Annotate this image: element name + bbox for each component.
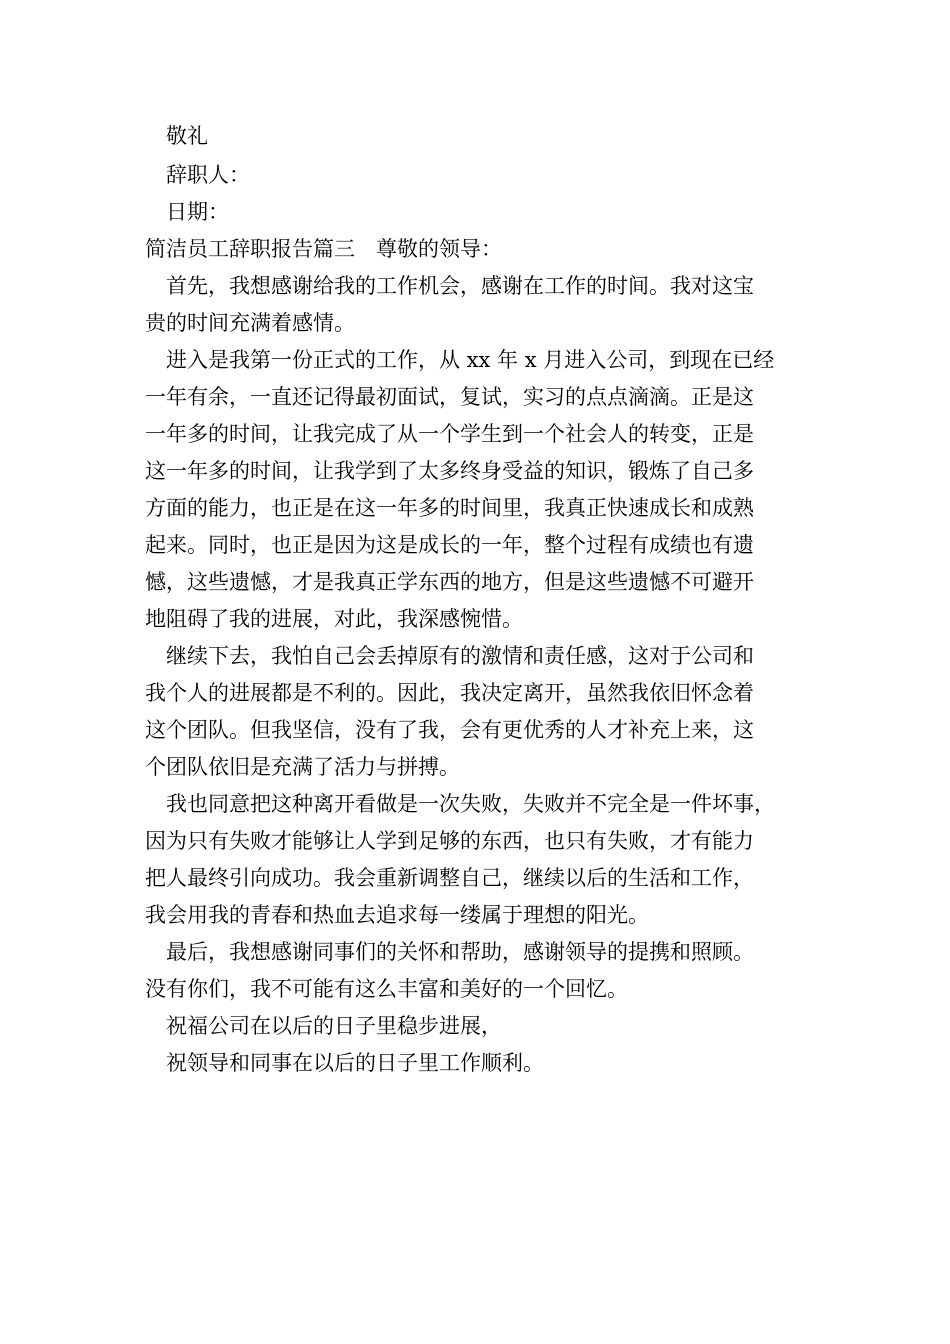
text-line: 我个人的进展都是不利的。因此，我决定离开，虽然我依旧怀念着 [145, 681, 754, 705]
text-line: 因为只有失败才能够让人学到足够的东西，也只有失败，才有能力 [145, 829, 754, 853]
text-line: 起来。同时，也正是因为这是成长的一年，整个过程有成绩也有遗 [145, 533, 754, 557]
date-label: 日期： [166, 200, 229, 224]
text-line: 继续下去，我怕自己会丢掉原有的激情和责任感，这对于公司和 [166, 644, 754, 668]
text-line: 最后，我想感谢同事们的关怀和帮助，感谢领导的提携和照顾。 [166, 940, 754, 964]
closing-salute: 敬礼 [166, 124, 208, 148]
text-line: 首先，我想感谢给我的工作机会，感谢在工作的时间。我对这宝 [166, 274, 754, 298]
text-line: 一年多的时间，让我完成了从一个学生到一个社会人的转变，正是 [145, 422, 754, 446]
text-line: 这一年多的时间，让我学到了太多终身受益的知识，锻炼了自己多 [145, 459, 754, 483]
text-line: 个团队依旧是充满了活力与拼搏。 [145, 755, 460, 779]
closing-wish-colleagues: 祝领导和同事在以后的日子里工作顺利。 [166, 1051, 544, 1075]
text-line: 贵的时间充满着感情。 [145, 311, 355, 335]
text-line: 一年有余，一直还记得最初面试，复试，实习的点点滴滴。正是这 [145, 385, 754, 409]
section-heading: 简洁员工辞职报告篇三 尊敬的领导： [145, 237, 502, 261]
text-line: 地阻碍了我的进展，对此，我深感惋惜。 [145, 607, 523, 631]
signature-label: 辞职人： [166, 163, 250, 187]
text-line: 憾，这些遗憾，才是我真正学东西的地方，但是这些遗憾不可避开 [145, 570, 754, 594]
text-line: 我会用我的青春和热血去追求每一缕属于理想的阳光。 [145, 903, 649, 927]
text-line: 把人最终引向成功。我会重新调整自己，继续以后的生活和工作， [145, 866, 754, 890]
text-line: 进入是我第一份正式的工作，从 xx 年 x 月进入公司，到现在已经 [166, 348, 775, 372]
text-line: 我也同意把这种离开看做是一次失败，失败并不完全是一件坏事， [166, 792, 775, 816]
text-line: 方面的能力，也正是在这一年多的时间里，我真正快速成长和成熟 [145, 496, 754, 520]
closing-wish-company: 祝福公司在以后的日子里稳步进展， [166, 1014, 502, 1038]
text-line: 这个团队。但我坚信，没有了我，会有更优秀的人才补充上来，这 [145, 718, 754, 742]
text-line: 没有你们，我不可能有这么丰富和美好的一个回忆。 [145, 977, 628, 1001]
